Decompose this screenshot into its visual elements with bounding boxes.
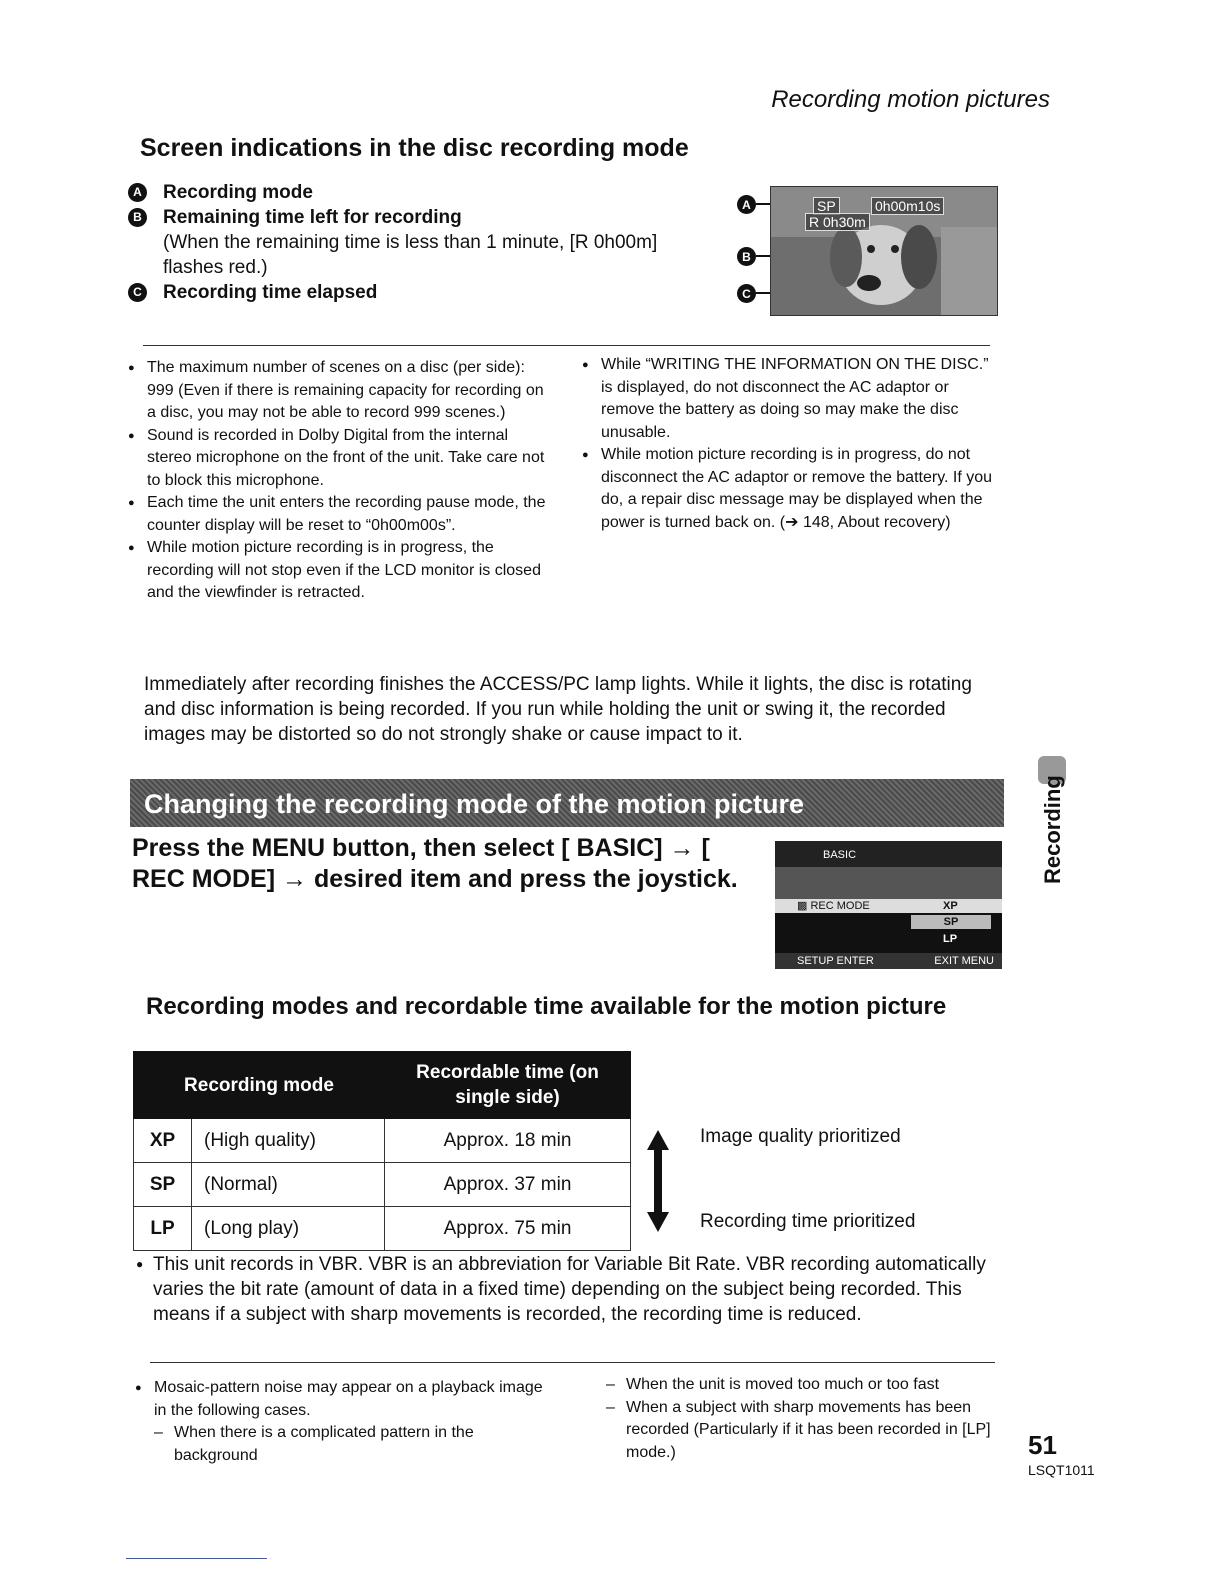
menu-item-label: REC MODE [810, 900, 870, 912]
section-title: Screen indications in the disc recording mode [140, 134, 689, 162]
menu-item-rec-mode [775, 899, 1002, 913]
rec-mode-menu-screen [775, 841, 1002, 969]
dash-item: – When the unit is moved too much or too fast [606, 1374, 1011, 1397]
screen-mode-indicator: SP [813, 197, 840, 215]
menu-footer-exit: EXIT MENU [934, 955, 994, 967]
document-code: LSQT1011 [1028, 1462, 1095, 1478]
screen-elapsed-time: 0h00m10s [871, 197, 944, 215]
double-arrow-icon [645, 1130, 671, 1232]
menu-footer [775, 953, 1002, 969]
section-banner: Changing the recording mode of the motion picture [130, 779, 1004, 827]
legend-mark: B [128, 208, 147, 227]
menu-option-lp: LP [943, 933, 958, 945]
recording-modes-table [133, 1051, 631, 1251]
table-row [134, 1163, 631, 1207]
vbr-note-text: This unit records in VBR. VBR is an abbreviation for Variable Bit Rate. VBR recording automatically varies the bit rate (amount of data in a fixed time) depending on the subject being recorded. This means if a subject with sharp movements is recorded, the recording time is reduced. [153, 1254, 986, 1325]
note-item: ● While motion picture recording is in progress, the recording will not stop even if the LCD monitor is closed and the viewfinder is retracted. [128, 537, 548, 605]
notes-bottom-left [135, 1377, 545, 1467]
dash-item: – When a subject with sharp movements has been recorded (Particularly if it has been recorded in [LP] mode.) [606, 1397, 1011, 1465]
mode-time: Approx. 37 min [385, 1163, 631, 1207]
note-item: ● Each time the unit enters the recording pause mode, the counter display will be reset to “0h00m00s”. [128, 492, 548, 537]
note-item: ● The maximum number of scenes on a disc (per side): 999 (Even if there is remaining capacity for recording on a disc, you may not be able to record 999 scenes.) [128, 357, 548, 425]
mode-desc: (Normal) [192, 1163, 385, 1207]
table-row [134, 1119, 631, 1163]
time-priority-label: Recording time prioritized [700, 1211, 916, 1232]
divider [143, 345, 990, 346]
screen-legend [128, 180, 708, 305]
table-title: Recording modes and recordable time available for the motion picture [146, 993, 947, 1020]
legend-item-c [128, 280, 708, 305]
mode-time: Approx. 18 min [385, 1119, 631, 1163]
legend-note: (When the remaining time is less than 1 minute, [R 0h00m] flashes red.) [163, 232, 658, 278]
mode-time: Approx. 75 min [385, 1207, 631, 1251]
legend-item-b [128, 205, 708, 230]
menu-blank-area [775, 867, 1002, 900]
header-recording-mode: Recording mode [134, 1052, 385, 1119]
mode-code: SP [134, 1163, 192, 1207]
callout-c: C [737, 284, 756, 303]
notes-left [128, 357, 548, 605]
legend-mark: C [128, 283, 147, 302]
table-row [134, 1207, 631, 1251]
legend-label: Recording time elapsed [163, 282, 378, 303]
note-item: ● While “WRITING THE INFORMATION ON THE DISC.” is displayed, do not disconnect the AC adaptor or remove the battery as doing so may make the disc unusable. [582, 354, 1002, 444]
menu-footer-setup: SETUP ENTER [797, 955, 874, 967]
notes-right [582, 354, 1002, 534]
callout-a: A [737, 195, 756, 214]
vbr-note [136, 1252, 1006, 1327]
note-item: ● While motion picture recording is in progress, do not disconnect the AC adaptor or remove the battery. If you do, a repair disc message may be displayed when the power is turned back on. (➔ 148, About recovery) [582, 444, 1002, 534]
rec-mode-icon: ▩ [797, 900, 808, 912]
legend-item-a [128, 180, 708, 205]
camera-screen-image [770, 186, 998, 316]
mode-code: XP [134, 1119, 192, 1163]
chapter-tab-label: Recording [1040, 775, 1065, 884]
mode-desc: (Long play) [192, 1207, 385, 1251]
callout-b: B [737, 247, 756, 266]
page-number: 51 [1028, 1430, 1057, 1460]
divider [150, 1362, 995, 1363]
quality-priority-label: Image quality prioritized [700, 1126, 901, 1147]
menu-header: BASIC [775, 841, 1002, 867]
menu-option-sp: SP [911, 915, 991, 929]
notes-bottom-right [606, 1374, 1011, 1464]
screen-remaining-time: R 0h30m [805, 213, 870, 231]
menu-instruction: Press the MENU button, then select [ BASIC] → [ REC MODE] → desired item and press the joystick. [132, 834, 738, 893]
legend-label: Remaining time left for recording [163, 207, 462, 228]
access-lamp-paragraph: Immediately after recording finishes the ACCESS/PC lamp lights. While it lights, the disc is rotating and disc information is being recorded. If you run while holding the unit or swing it, the recorded images may be distorted so do not strongly shake or cause impact to it. [144, 674, 972, 745]
legend-mark: A [128, 183, 147, 202]
note-item: ● Mosaic-pattern noise may appear on a playback image in the following cases. [135, 1377, 545, 1422]
running-title: Recording motion pictures [771, 86, 1050, 113]
dash-item: – When there is a complicated pattern in the background [154, 1422, 545, 1467]
bullet-icon: ● [136, 1257, 144, 1271]
mode-desc: (High quality) [192, 1119, 385, 1163]
footer-link-line [126, 1558, 267, 1559]
menu-option-xp: XP [943, 900, 958, 912]
mode-code: LP [134, 1207, 192, 1251]
legend-label: Recording mode [163, 182, 313, 203]
note-item: ● Sound is recorded in Dolby Digital from the internal stereo microphone on the front of the unit. Take care not to block this microphone. [128, 425, 548, 493]
header-recordable-time: Recordable time (on single side) [385, 1052, 631, 1119]
